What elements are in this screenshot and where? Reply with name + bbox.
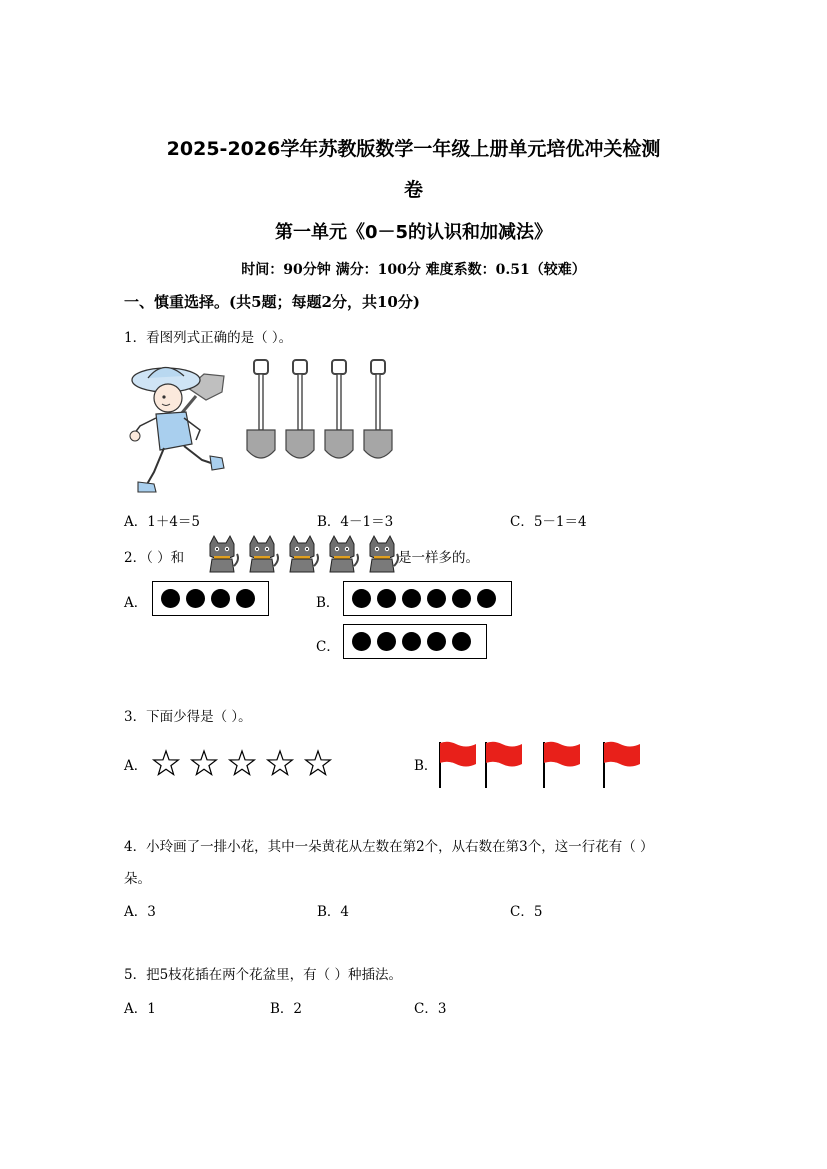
dot-mark	[477, 589, 496, 608]
dot-mark	[211, 589, 230, 608]
page-title-continued: 卷	[403, 179, 423, 201]
dot-mark	[161, 589, 180, 608]
shovel-icon	[361, 358, 395, 466]
question-2-option-c-label[interactable]: C．	[316, 639, 340, 655]
cat-icon	[284, 534, 320, 574]
question-4-option-b[interactable]: B．4	[317, 904, 350, 920]
question-2-option-a-label[interactable]: A．	[124, 595, 148, 611]
cat-icon	[204, 534, 240, 574]
question-2-stem-prefix: 2．（ ）和	[124, 550, 185, 566]
unit-title: 第一单元《0－5的认识和加减法》	[274, 222, 553, 243]
dot-mark	[236, 589, 255, 608]
question-5-option-a[interactable]: A．1	[124, 1001, 156, 1017]
dot-mark	[402, 589, 421, 608]
question-2-stem-suffix: 是一样多的。	[398, 550, 479, 566]
shovel-icon	[244, 358, 278, 466]
question-2-option-b-label[interactable]: B．	[316, 595, 340, 611]
question-4-stem-line1: 4．小玲画了一排小花，其中一朵黄花从左数在第2个，从右数在第3个，这一行花有（ ）	[124, 839, 654, 855]
shovel-icon	[283, 358, 317, 466]
dot-mark	[186, 589, 205, 608]
question-3-option-b-label[interactable]: B．	[414, 758, 438, 774]
dot-mark	[427, 589, 446, 608]
question-3-stem: 3．下面少得是（ ）。	[124, 709, 252, 725]
dot-mark	[452, 632, 471, 651]
star-icon	[152, 749, 180, 777]
cat-icon	[244, 534, 280, 574]
dot-mark	[452, 589, 471, 608]
star-icon	[228, 749, 256, 777]
dot-mark	[377, 589, 396, 608]
dot-mark	[402, 632, 421, 651]
question-4-stem-line2: 朵。	[124, 871, 151, 887]
star-icon	[266, 749, 294, 777]
question-5-stem: 5．把5枝花插在两个花盆里，有（ ）种插法。	[124, 967, 402, 983]
star-icon	[304, 749, 332, 777]
question-2-option-c-box[interactable]	[343, 624, 487, 659]
question-1-option-b[interactable]: B．4－1＝3	[317, 514, 394, 530]
red-flag-icon	[484, 740, 524, 790]
question-5-option-c[interactable]: C．3	[414, 1001, 447, 1017]
question-3-option-a-label[interactable]: A．	[124, 758, 148, 774]
red-flag-icon	[438, 740, 478, 790]
question-4-option-c[interactable]: C．5	[510, 904, 543, 920]
question-4-option-a[interactable]: A．3	[124, 904, 156, 920]
star-icon	[190, 749, 218, 777]
cat-icon	[364, 534, 400, 574]
dot-mark	[352, 632, 371, 651]
boy-with-shovel-illustration	[126, 360, 236, 500]
question-5-option-b[interactable]: B．2	[270, 1001, 303, 1017]
red-flag-icon	[602, 740, 642, 790]
question-1-option-c[interactable]: C．5－1＝4	[510, 514, 587, 530]
section-heading: 一、慎重选择。(共5题；每题2分，共10分)	[124, 293, 420, 311]
question-2-option-b-box[interactable]	[343, 581, 512, 616]
question-1-stem: 1．看图列式正确的是（ ）。	[124, 330, 293, 346]
cat-icon	[324, 534, 360, 574]
dot-mark	[377, 632, 396, 651]
shovel-icon	[322, 358, 356, 466]
dot-mark	[352, 589, 371, 608]
question-1-option-a[interactable]: A．1＋4＝5	[124, 514, 201, 530]
red-flag-icon	[542, 740, 582, 790]
exam-meta: 时间：90分钟 满分：100分 难度系数：0.51（较难）	[241, 262, 586, 278]
question-2-option-a-box[interactable]	[152, 581, 269, 616]
dot-mark	[427, 632, 446, 651]
page-title: 2025-2026学年苏教版数学一年级上册单元培优冲关检测	[166, 138, 661, 160]
